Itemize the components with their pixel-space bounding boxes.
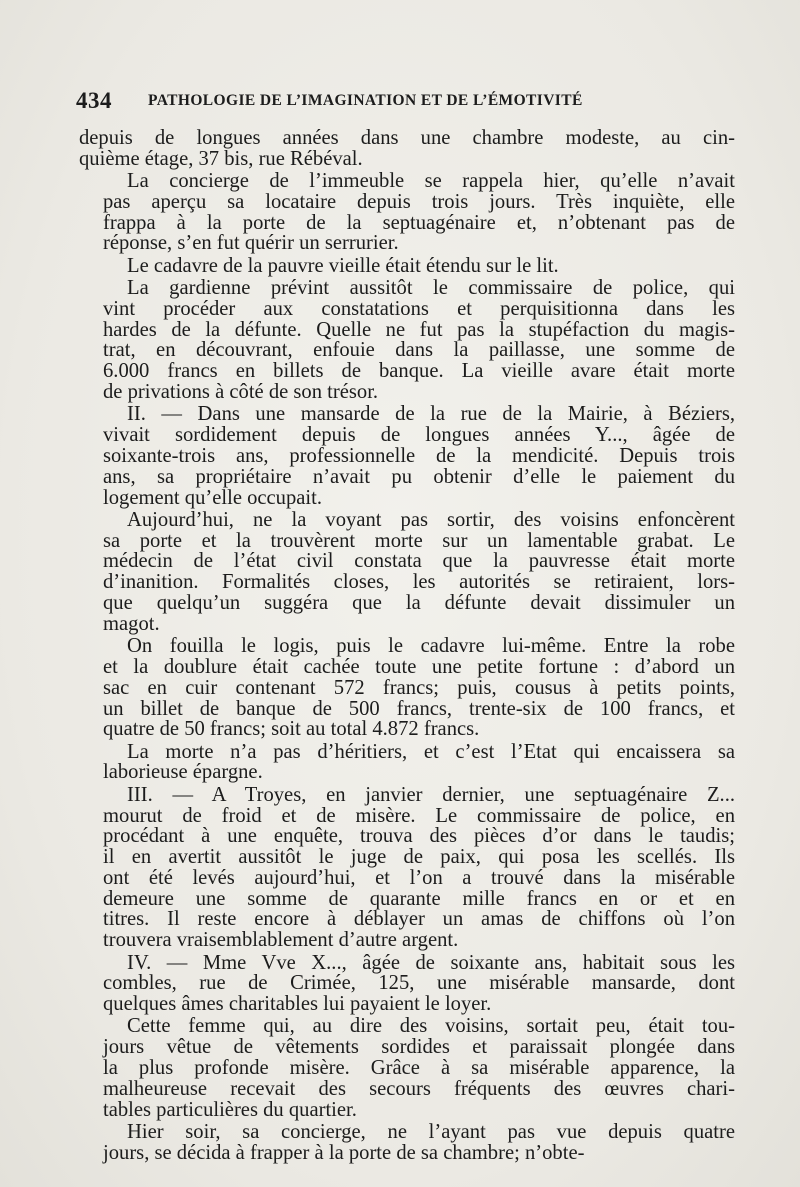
body-text xyxy=(79,128,735,1165)
text-line: trat, en découvrant, enfouie dans la paillasse, une somme de xyxy=(103,339,735,362)
text-line: sac en cuir contenant 572 francs; puis, cousus à petits points, xyxy=(103,676,735,699)
text-line: jours, se décida à frapper à la porte de sa chambre; n’obte- xyxy=(103,1141,585,1164)
text-line: La concierge de l’immeuble se rappela hier, qu’elle n’avait xyxy=(127,170,735,193)
text-line: procédant à une enquête, trouva des pièces d’or dans le taudis; xyxy=(103,825,735,848)
paragraph xyxy=(79,510,735,635)
text-line: IV. — Mme Vve X..., âgée de soixante ans, habitait sous les xyxy=(127,951,735,974)
text-line: réponse, s’en fut quérir un serrurier. xyxy=(103,232,399,255)
text-line: frappa à la porte de la septuagénaire et, n’obtenant pas de xyxy=(103,211,735,234)
text-line: vint procéder aux constatations et perquisitionna dans les xyxy=(103,297,735,320)
paragraph xyxy=(79,256,735,277)
paragraph xyxy=(79,171,735,254)
text-line: jours vêtue de vêtements sordides et paraissait plongée dans xyxy=(103,1036,735,1059)
text-line: malheureuse recevait des secours fréquents des œuvres chari- xyxy=(103,1077,735,1100)
paragraph xyxy=(79,785,735,951)
text-line: que quelqu’un suggéra que la défunte devait dissimuler un xyxy=(103,592,735,615)
text-line: de privations à côté de son trésor. xyxy=(103,381,379,404)
text-line: ont été levés aujourd’hui, et l’on a trouvé dans la misérable xyxy=(103,866,735,889)
paragraph xyxy=(79,404,735,508)
text-line: hardes de la défunte. Quelle ne fut pas la stupéfaction du magis- xyxy=(103,318,735,341)
text-line: quelques âmes charitables lui payaient le loyer. xyxy=(103,993,492,1016)
text-line: vivait sordidement depuis de longues années Y..., âgée de xyxy=(103,424,735,447)
text-line: médecin de l’état civil constata que la pauvresse était morte xyxy=(103,550,735,573)
text-line: il en avertit aussitôt le juge de paix, qui posa les scellés. Ils xyxy=(103,846,735,869)
text-line: soixante-trois ans, professionnelle de la mendicité. Depuis trois xyxy=(103,444,735,467)
text-line: Hier soir, sa concierge, ne l’ayant pas vue depuis quatre xyxy=(127,1120,735,1143)
text-line: d’inanition. Formalités closes, les autorités se retiraient, lors- xyxy=(103,571,735,594)
text-line: et la doublure était cachée toute une petite fortune : d’abord un xyxy=(103,655,735,678)
text-line: On fouilla le logis, puis le cadavre lui-même. Entre la robe xyxy=(127,635,735,658)
text-line: logement qu’elle occupait. xyxy=(103,486,323,509)
text-line: Le cadavre de la pauvre vieille était étendu sur le lit. xyxy=(127,254,559,277)
text-line: sa porte et la trouvèrent morte sur un lamentable grabat. Le xyxy=(103,529,735,552)
paragraph xyxy=(79,278,735,403)
text-line: II. — Dans une mansarde de la rue de la Mairie, à Béziers, xyxy=(127,403,735,426)
paragraph xyxy=(79,128,735,170)
paragraph xyxy=(79,742,735,784)
paragraph xyxy=(79,953,735,1015)
text-line: quième étage, 37 bis, rue Rébéval. xyxy=(79,147,363,170)
paragraph xyxy=(79,636,735,740)
text-line: trouvera vraisemblablement d’autre argent. xyxy=(103,929,459,952)
text-line: un billet de banque de 500 francs, trente-six de 100 francs, et xyxy=(103,697,735,720)
text-line: III. — A Troyes, en janvier dernier, une septuagénaire Z... xyxy=(127,783,735,806)
text-line: 6.000 francs en billets de banque. La vieille avare était morte xyxy=(103,360,735,383)
text-line: La morte n’a pas d’héritiers, et c’est l’Etat qui encaissera sa xyxy=(127,740,735,763)
text-line: depuis de longues années dans une chambre modeste, au cin- xyxy=(79,127,735,149)
text-line: combles, rue de Crimée, 125, une misérable mansarde, dont xyxy=(103,972,735,995)
paragraph xyxy=(79,1122,735,1164)
text-line: la plus profonde misère. Grâce à sa misérable apparence, la xyxy=(103,1057,735,1080)
text-line: Cette femme qui, au dire des voisins, sortait peu, était tou- xyxy=(127,1015,735,1038)
text-line: tables particulières du quartier. xyxy=(103,1098,357,1121)
text-line: ans, sa propriétaire n’avait pu obtenir d’elle le paiement du xyxy=(103,465,735,488)
text-line: laborieuse épargne. xyxy=(103,761,263,784)
running-title: PATHOLOGIE DE L’IMAGINATION ET DE L’ÉMOTIVITÉ xyxy=(148,92,583,109)
text-line: demeure une somme de quarante mille francs en or et en xyxy=(103,887,735,910)
text-line: titres. Il reste encore à déblayer un amas de chiffons où l’on xyxy=(103,908,735,931)
paragraph xyxy=(79,1016,735,1120)
page-header xyxy=(76,88,736,116)
text-line: quatre de 50 francs; soit au total 4.872 francs. xyxy=(103,718,480,741)
text-line: mourut de froid et de misère. Le commissaire de police, en xyxy=(103,804,735,827)
text-line: La gardienne prévint aussitôt le commissaire de police, qui xyxy=(127,277,735,300)
text-line: magot. xyxy=(103,612,160,635)
page-number: 434 xyxy=(76,88,112,113)
text-line: Aujourd’hui, ne la voyant pas sortir, des voisins enfoncèrent xyxy=(127,508,735,531)
text-line: pas aperçu sa locataire depuis trois jours. Très inquiète, elle xyxy=(103,190,735,213)
